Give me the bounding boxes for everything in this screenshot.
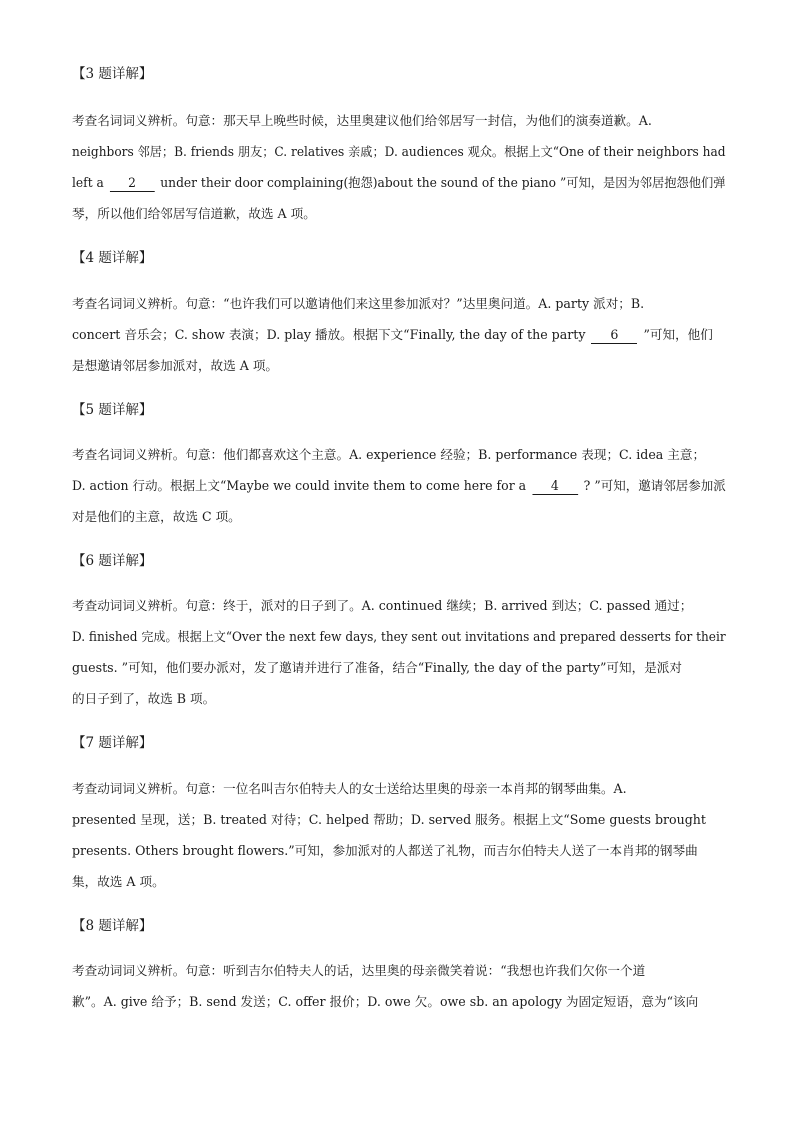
section-heading-6: 【6 题详解】 (72, 553, 153, 569)
section-heading-4: 【4 题详解】 (72, 250, 153, 266)
section-8-line-1: 考查动词词义辨析。句意：听到吉尔伯特夫人的话，达里奥的母亲微笑着说：“我想也许我们欠你一个道 (72, 963, 646, 978)
section-6-line-3: guests. ”可知，他们要办派对，发了邀请并进行了准备，结合“Finally, the day of the party”可知，是派对 (72, 660, 682, 675)
section-heading-5: 【5 题详解】 (72, 402, 153, 418)
section-3-line-1: 考查名词词义辨析。句意：那天早上晚些时候，达里奥建议他们给邻居写一封信，为他们的演奏道歉。A. (72, 113, 652, 128)
blank-answer: 6 (591, 327, 637, 344)
section-7-line-3: presents. Others brought flowers.”可知，参加派对的人都送了礼物，而吉尔伯特夫人送了一本肖邦的钢琴曲 (72, 843, 698, 858)
section-heading-8: 【8 题详解】 (72, 918, 153, 934)
section-3-line-2: neighbors 邻居；B. friends 朋友；C. relatives 亲戚；D. audiences 观众。根据上文“One of their neighbors had (72, 144, 726, 159)
section-7-line-2: presented 呈现，送；B. treated 对待；C. helped 帮助；D. served 服务。根据上文“Some guests brought (72, 812, 706, 827)
section-6-line-2: D. finished 完成。根据上文“Over the next few days, they sent out invitations and prepared desserts for their (72, 629, 726, 644)
section-3-line-4: 琴，所以他们给邻居写信道歉，故选 A 项。 (72, 206, 316, 221)
section-4-line-2: concert 音乐会；C. show 表演；D. play 播放。根据下文“Finally, the day of the party 6 ”可知，他们 (72, 327, 713, 342)
blank-answer: 4 (532, 478, 578, 495)
section-5-line-1: 考查名词词义辨析。句意：他们都喜欢这个主意。A. experience 经验；B. performance 表现；C. idea 主意； (72, 447, 706, 462)
section-7-line-1: 考查动词词义辨析。句意：一位名叫吉尔伯特夫人的女士送给达里奥的母亲一本肖邦的钢琴曲集。A. (72, 781, 627, 796)
section-heading-7: 【7 题详解】 (72, 735, 153, 751)
section-8-line-2: 歉”。A. give 给予；B. send 发送；C. offer 报价；D. owe 欠。owe sb. an apology 为固定短语，意为“该向 (72, 994, 699, 1009)
section-4-line-1: 考查名词词义辨析。句意：“也许我们可以邀请他们来这里参加派对？”达里奥问道。A. party 派对；B. (72, 296, 645, 311)
section-6-line-1: 考查动词词义辨析。句意：终于，派对的日子到了。A. continued 继续；B. arrived 到达；C. passed 通过； (72, 598, 693, 613)
blank-answer: 2 (110, 175, 155, 192)
section-5-line-2: D. action 行动。根据上文“Maybe we could invite them to come here for a 4 ? ”可知，邀请邻居参加派 (72, 478, 726, 493)
section-5-line-3: 对是他们的主意，故选 C 项。 (72, 509, 241, 524)
section-7-line-4: 集，故选 A 项。 (72, 874, 165, 889)
section-6-line-4: 的日子到了，故选 B 项。 (72, 691, 216, 706)
section-heading-3: 【3 题详解】 (72, 66, 153, 82)
section-3-line-3: left a 2 under their door complaining(抱怨)about the sound of the piano ”可知，是因为邻居抱怨他们弹 (72, 175, 726, 190)
section-4-line-3: 是想邀请邻居参加派对，故选 A 项。 (72, 358, 279, 373)
